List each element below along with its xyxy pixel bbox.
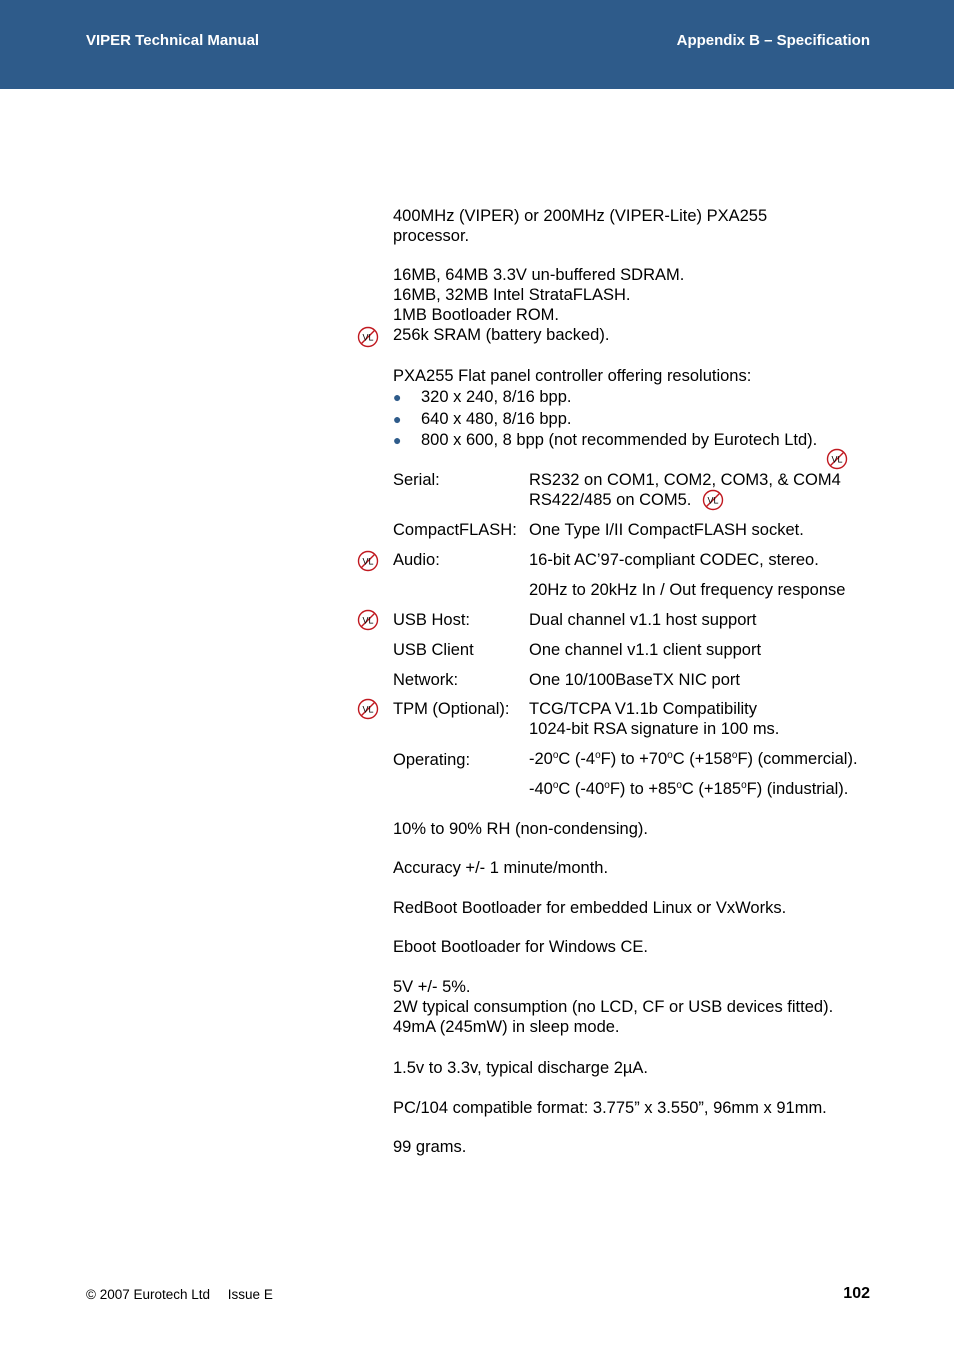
network-label: Network: — [393, 671, 459, 689]
power-sleep: 49mA (245mW) in sleep mode. — [393, 1018, 620, 1036]
list-item-text: 640 x 480, 8/16 bpp. — [421, 410, 572, 428]
svg-text:VL: VL — [362, 556, 374, 567]
memory-bootrom: 1MB Bootloader ROM. — [393, 306, 559, 324]
list-item-text: 800 x 600, 8 bpp (not recommended by Eurotech Ltd). — [421, 431, 818, 449]
viper-lite-not-available-icon — [702, 489, 724, 511]
page-footer — [86, 1287, 287, 1302]
bios-redboot: RedBoot Bootloader for embedded Linux or VxWorks. — [393, 899, 787, 917]
section-title: Appendix B – Specification — [676, 32, 870, 49]
usb-host-value: Dual channel v1.1 host support — [529, 611, 757, 629]
compactflash-value: One Type I/II CompactFLASH socket. — [529, 521, 804, 539]
svg-text:VL: VL — [707, 495, 719, 506]
processor-line-2: processor. — [393, 227, 470, 245]
issue: Issue E — [227, 1287, 273, 1302]
memory-sram: 256k SRAM (battery backed). — [393, 326, 610, 344]
battery: 1.5v to 3.3v, typical discharge 2µA. — [393, 1059, 649, 1077]
display-intro: PXA255 Flat panel controller offering resolutions: — [393, 367, 752, 385]
svg-text:VL: VL — [362, 704, 374, 715]
audio-label: Audio: — [393, 551, 440, 569]
audio-value-1: 16-bit AC’97-compliant CODEC, stereo. — [529, 551, 819, 569]
operating-industrial: -40$^o$C (-40$^o$F) to $+85^oC$ $(+185^oF)$ (industrial). — [529, 780, 849, 798]
tpm-value-1: TCG/TCPA V1.1b Compatibility — [529, 700, 758, 718]
svg-text:VL: VL — [362, 332, 374, 343]
usb-host-label: USB Host: — [393, 611, 471, 629]
memory-sdram: 16MB, 64MB 3.3V un-buffered SDRAM. — [393, 266, 685, 284]
tpm-label: TPM (Optional): — [393, 700, 510, 718]
serial-value-2: RS422/485 on COM5. — [529, 491, 692, 509]
humidity: 10% to 90% RH (non-condensing). — [393, 820, 648, 838]
viper-lite-not-available-icon — [826, 448, 848, 470]
dimensions: PC/104 compatible format: 3.775” x 3.550”, 96mm x 91mm. — [393, 1099, 827, 1117]
tpm-value-2: 1024-bit RSA signature in 100 ms. — [529, 720, 780, 738]
bullet-icon: ● — [393, 432, 402, 448]
memory-flash: 16MB, 32MB Intel StrataFLASH. — [393, 286, 631, 304]
serial-label: Serial: — [393, 471, 440, 489]
operating-label: Operating: — [393, 751, 471, 769]
viper-lite-not-available-icon — [357, 698, 379, 720]
serial-value-1: RS232 on COM1, COM2, COM3, & COM4 — [529, 471, 841, 489]
operating-commercial: -20$^o$C (-4$^o$F) to $+70^oC$ $(+158^oF)$ (commercial). — [529, 750, 858, 768]
list-item-text: 320 x 240, 8/16 bpp. — [421, 388, 572, 406]
compactflash-label: CompactFLASH: — [393, 521, 517, 539]
network-value: One 10/100BaseTX NIC port — [529, 671, 740, 689]
page-number: 102 — [843, 1285, 870, 1302]
svg-text:VL: VL — [831, 454, 843, 465]
bios-eboot: Eboot Bootloader for Windows CE. — [393, 938, 648, 956]
processor-line-1: 400MHz (VIPER) or 200MHz (VIPER-Lite) PXA255 — [393, 207, 768, 225]
power-supply: 5V +/- 5%. — [393, 978, 471, 996]
page-header — [0, 0, 954, 89]
rtc-accuracy: Accuracy +/- 1 minute/month. — [393, 859, 609, 877]
audio-value-2: 20Hz to 20kHz In / Out frequency response — [529, 581, 846, 599]
weight: 99 grams. — [393, 1138, 467, 1156]
power-consumption: 2W typical consumption (no LCD, CF or USB devices fitted). — [393, 998, 834, 1016]
bullet-icon: ● — [393, 411, 402, 427]
manual-title: VIPER Technical Manual — [86, 32, 260, 49]
viper-lite-not-available-icon — [357, 609, 379, 631]
viper-lite-not-available-icon — [357, 550, 379, 572]
copyright: © 2007 Eurotech Ltd — [86, 1287, 211, 1302]
bullet-icon: ● — [393, 389, 402, 405]
usb-client-label: USB Client — [393, 641, 474, 659]
viper-lite-not-available-icon — [357, 326, 379, 348]
svg-text:VL: VL — [362, 615, 374, 626]
usb-client-value: One channel v1.1 client support — [529, 641, 762, 659]
